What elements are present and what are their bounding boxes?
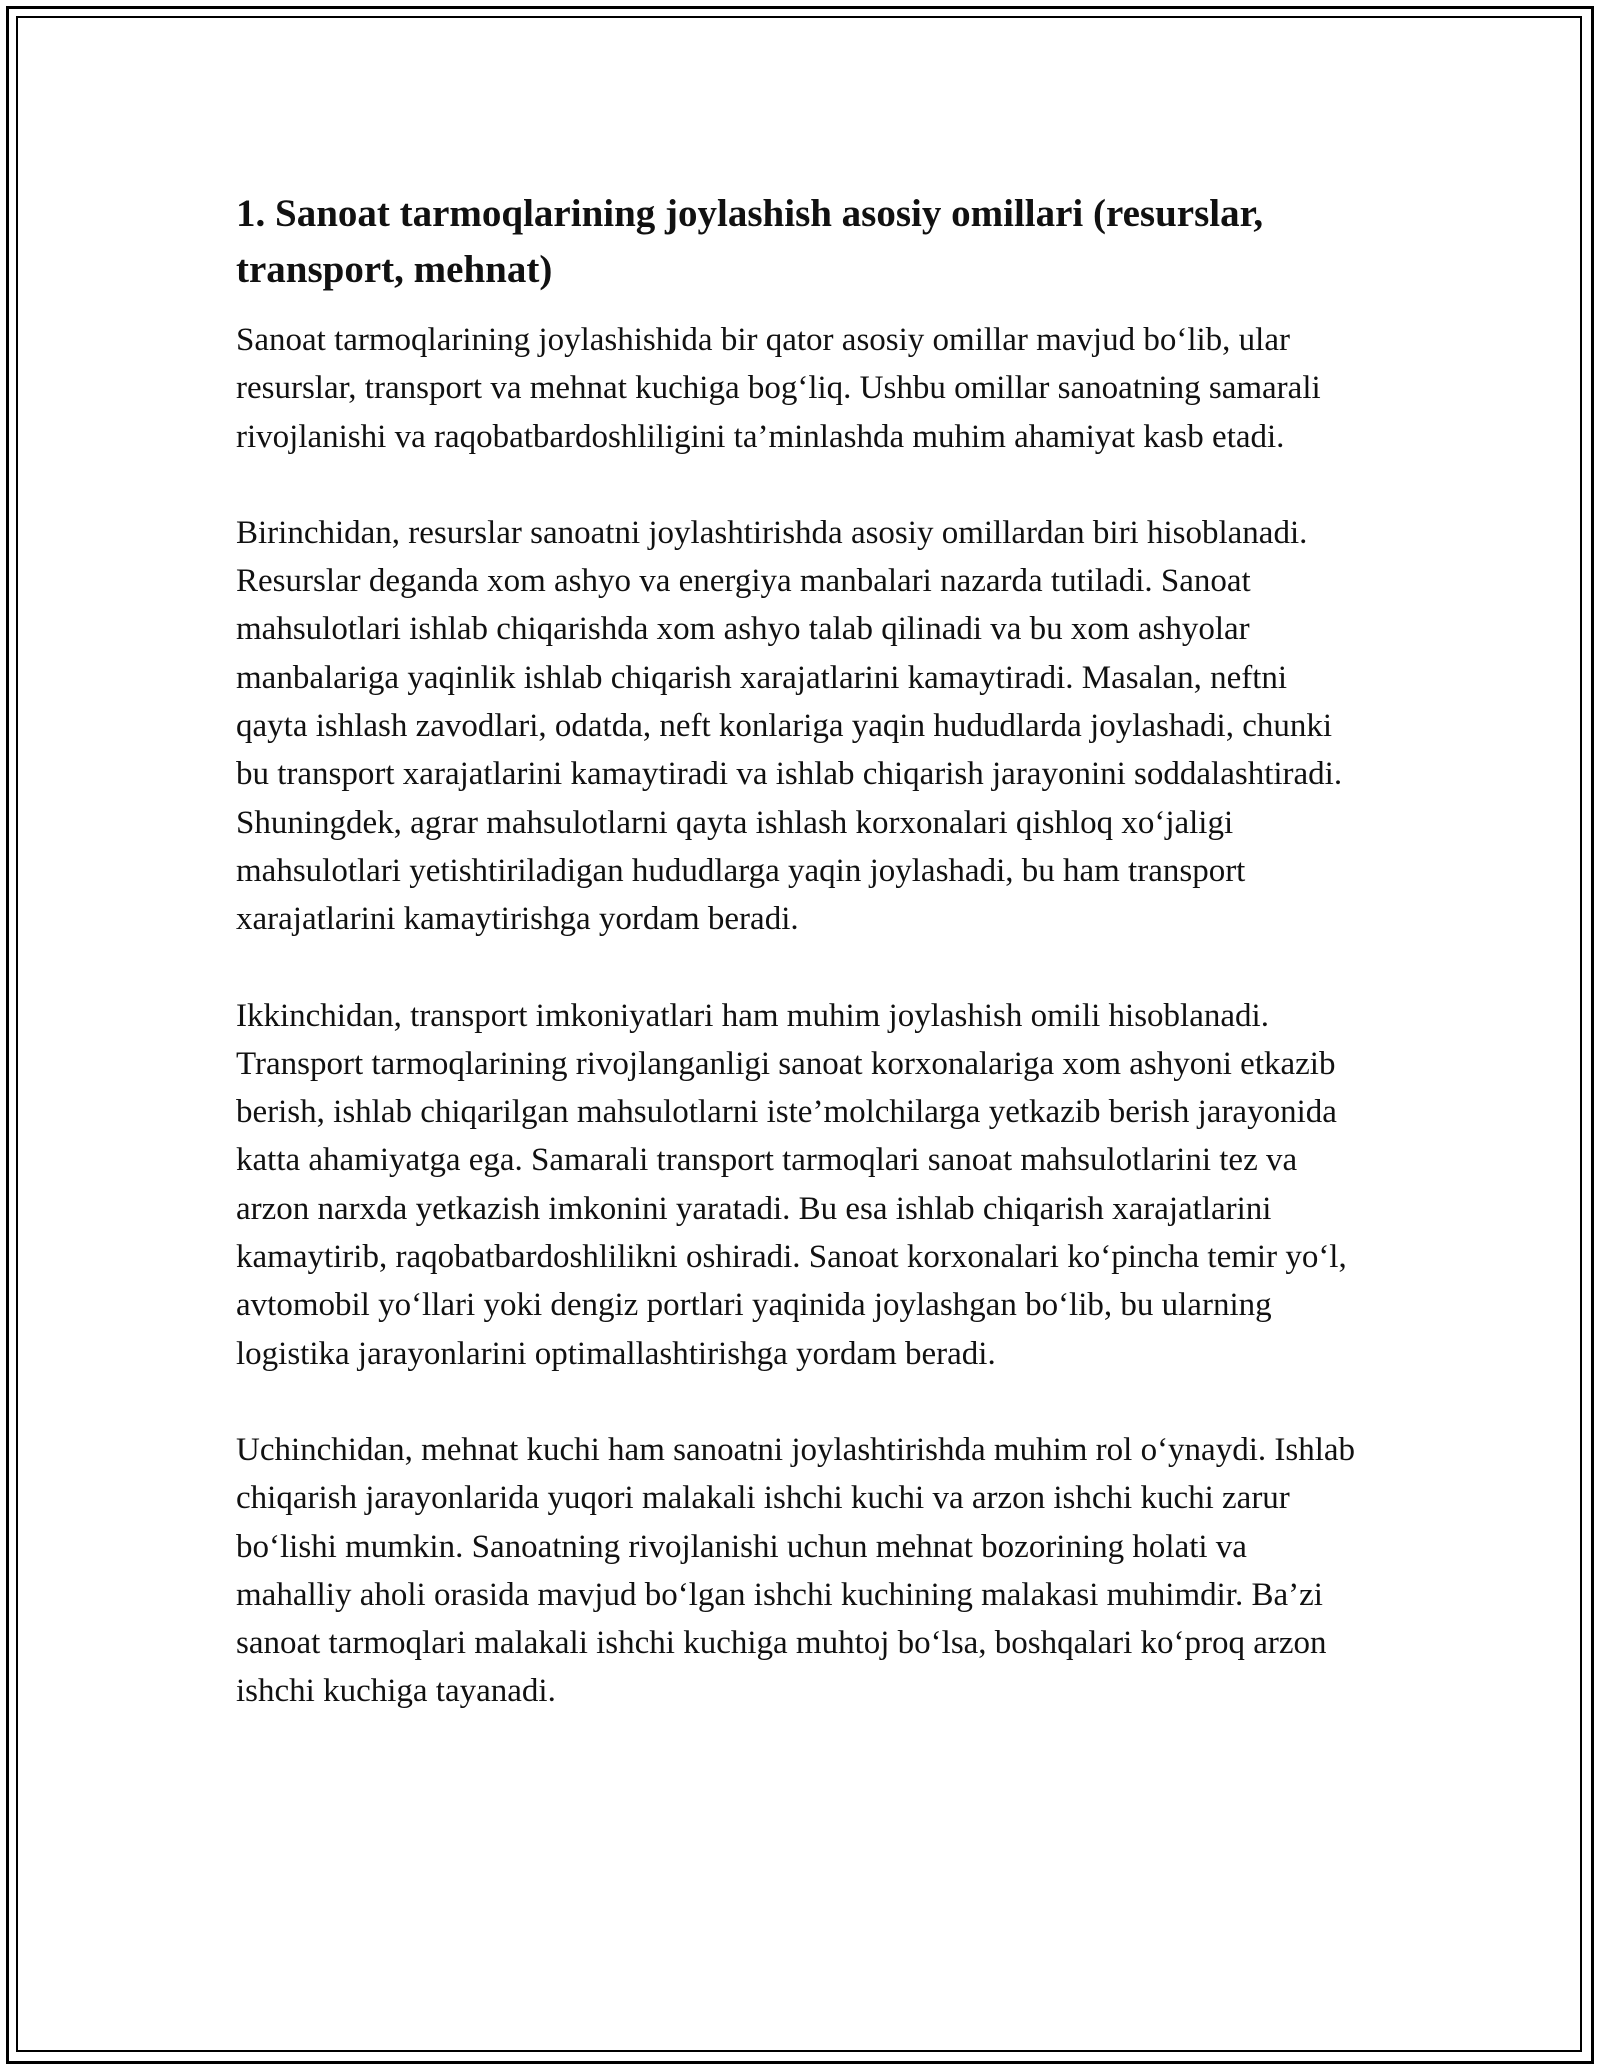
paragraph-resources: Birinchidan, resurslar sanoatni joylashtirishda asosiy omillardan biri hisoblanadi. Resurslar deganda xom ashyo va energiya manbalari nazarda tutiladi. Sanoat mahsulotlari ishlab chiqarishda xom ashyo talab qilinadi va bu xom ashyolar manbalariga yaqinlik ishlab chiqarish xarajatlarini kamaytiradi. Masalan, neftni qayta ishlash zavodlari, odatda, neft konlariga yaqin hududlarda joylashadi, chunki bu transport xarajatlarini kamaytiradi va ishlab chiqarish jarayonini soddalashtiradi. Shuningdek, agrar mahsulotlarni qayta ishlash korxonalari qishloq xo‘jaligi mahsulotlari yetishtiriladigan hududlarga yaqin joylashadi, bu ham transport xarajatlarini kamaytirishga yordam beradi. [236,514,1343,938]
paragraph-intro: Sanoat tarmoqlarining joylashishida bir qator asosiy omillar mavjud bo‘lib, ular resurslar, transport va mehnat kuchiga bog‘liq. Ushbu omillar sanoatning samarali rivojlanishi va raqobatbardoshliligini ta’minlashda muhim ahamiyat kasb etadi. [236,322,1321,455]
document-body [236,186,1366,1764]
section-heading: 1. Sanoat tarmoqlarining joylashish asosiy omillari (resurslar, transport, mehnat) [236,192,1264,291]
paragraph-transport: Ikkinchidan, transport imkoniyatlari ham muhim joylashish omili hisoblanadi. Transport tarmoqlarining rivojlanganligi sanoat korxonalariga xom ashyoni etkazib berish, ishlab chiqarilgan mahsulotlarni iste’molchilarga yetkazib berish jarayonida katta ahamiyatga ega. Samarali transport tarmoqlari sanoat mahsulotlarini tez va arzon narxda yetkazish imkonini yaratadi. Bu esa ishlab chiqarish xarajatlarini kamaytirib, raqobatbardoshlilikni oshiradi. Sanoat korxonalari ko‘pincha temir yo‘l, avtomobil yo‘llari yoki dengiz portlari yaqinida joylashgan bo‘lib, bu ularning logistika jarayonlarini optimallashtirishga yordam beradi. [236,997,1347,1372]
paragraph-labor: Uchinchidan, mehnat kuchi ham sanoatni joylashtirishda muhim rol o‘ynaydi. Ishlab chiqarish jarayonlarida yuqori malakali ishchi kuchi va arzon ishchi kuchi zarur bo‘lishi mumkin. Sanoatning rivojlanishi uchun mehnat bozorining holati va mahalliy aholi orasida mavjud bo‘lgan ishchi kuchining malakasi muhimdir. Ba’zi sanoat tarmoqlari malakali ishchi kuchiga muhtoj bo‘lsa, boshqalari ko‘proq arzon ishchi kuchiga tayanadi. [236,1431,1356,1710]
